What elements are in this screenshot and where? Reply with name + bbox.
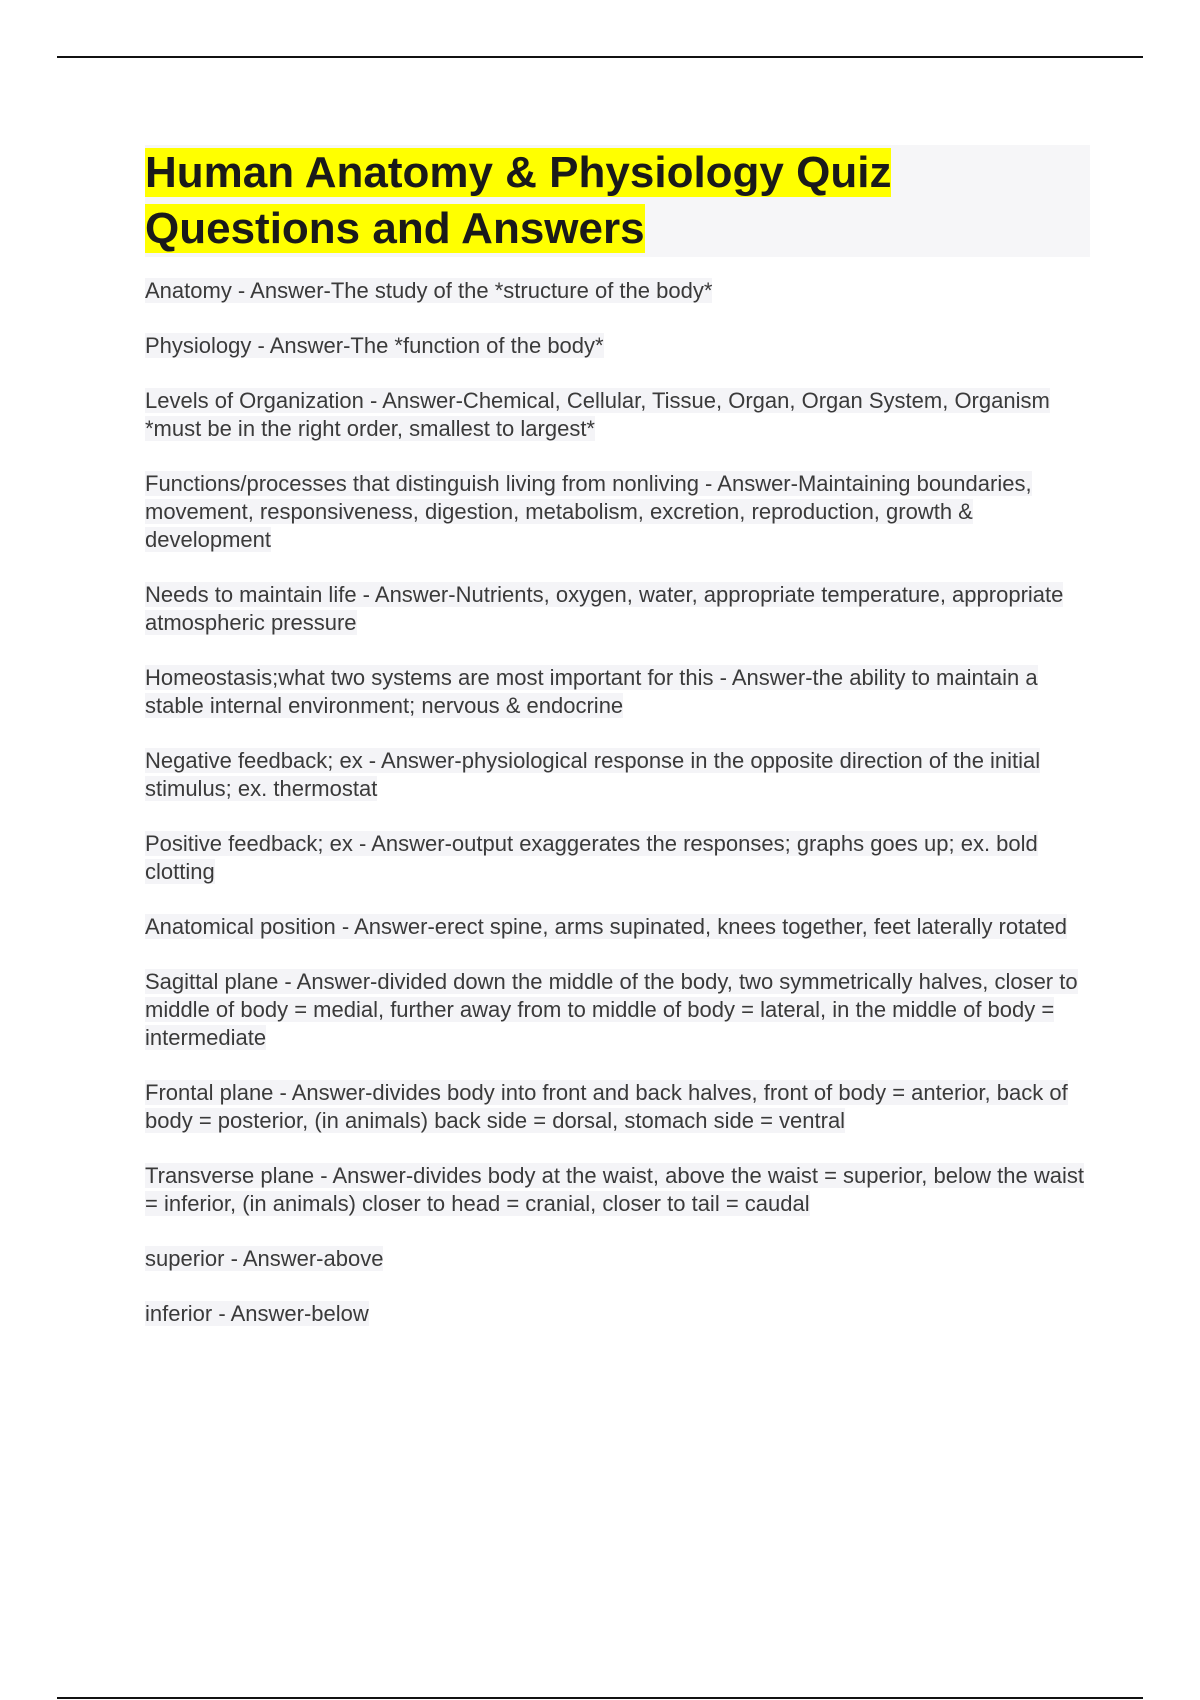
qa-text: Functions/processes that distinguish living from nonliving - Answer-Maintaining boundaries, movement, responsiveness, digestion, metabolism, excretion, reproduction, growth & development <box>145 471 1032 552</box>
qa-item <box>145 664 1090 720</box>
qa-item <box>145 747 1090 803</box>
qa-text: Negative feedback; ex - Answer-physiological response in the opposite direction of the initial stimulus; ex. thermostat <box>145 748 1041 801</box>
qa-text: inferior - Answer-below <box>145 1301 369 1326</box>
document-body <box>145 145 1090 1355</box>
qa-item <box>145 1245 1090 1273</box>
qa-note-text: *must be in the right order, smallest to largest* <box>145 416 595 441</box>
qa-item <box>145 387 1090 443</box>
title-block <box>145 145 1090 257</box>
qa-item <box>145 1300 1090 1328</box>
qa-item <box>145 968 1090 1052</box>
qa-item <box>145 830 1090 886</box>
qa-item <box>145 913 1090 941</box>
qa-item <box>145 277 1090 305</box>
qa-note <box>145 415 1090 443</box>
qa-list <box>145 277 1090 1328</box>
qa-text: Physiology - Answer-The *function of the body* <box>145 333 604 358</box>
qa-text: Anatomical position - Answer-erect spine, arms supinated, knees together, feet laterally rotated <box>145 914 1068 939</box>
qa-text: Transverse plane - Answer-divides body at the waist, above the waist = superior, below the waist = inferior, (in animals) closer to head = cranial, closer to tail = caudal <box>145 1163 1084 1216</box>
qa-text: Needs to maintain life - Answer-Nutrients, oxygen, water, appropriate temperature, appropriate atmospheric pressure <box>145 582 1064 635</box>
title-line-2: Questions and Answers <box>145 204 645 253</box>
qa-item <box>145 470 1090 554</box>
title-line-1: Human Anatomy & Physiology Quiz <box>145 148 892 197</box>
qa-text: Homeostasis;what two systems are most important for this - Answer-the ability to maintain a stable internal environment; nervous & endocrine <box>145 665 1038 718</box>
qa-text: Levels of Organization - Answer-Chemical, Cellular, Tissue, Organ, Organ System, Organism <box>145 388 1050 413</box>
qa-text: Positive feedback; ex - Answer-output exaggerates the responses; graphs goes up; ex. bold clotting <box>145 831 1038 884</box>
qa-text: Sagittal plane - Answer-divided down the middle of the body, two symmetrically halves, closer to middle of body = medial, further away from to middle of body = lateral, in the middle of body = intermediate <box>145 969 1078 1050</box>
qa-text: Anatomy - Answer-The study of the *structure of the body* <box>145 278 713 303</box>
bottom-rule <box>57 1697 1143 1699</box>
qa-text: Frontal plane - Answer-divides body into front and back halves, front of body = anterior, back of body = posterior, (in animals) back side = dorsal, stomach side = ventral <box>145 1080 1068 1133</box>
qa-item <box>145 1162 1090 1218</box>
qa-item <box>145 1079 1090 1135</box>
qa-item <box>145 581 1090 637</box>
qa-item <box>145 332 1090 360</box>
qa-text: superior - Answer-above <box>145 1246 384 1271</box>
top-rule <box>57 56 1143 58</box>
document-title <box>145 145 1090 257</box>
